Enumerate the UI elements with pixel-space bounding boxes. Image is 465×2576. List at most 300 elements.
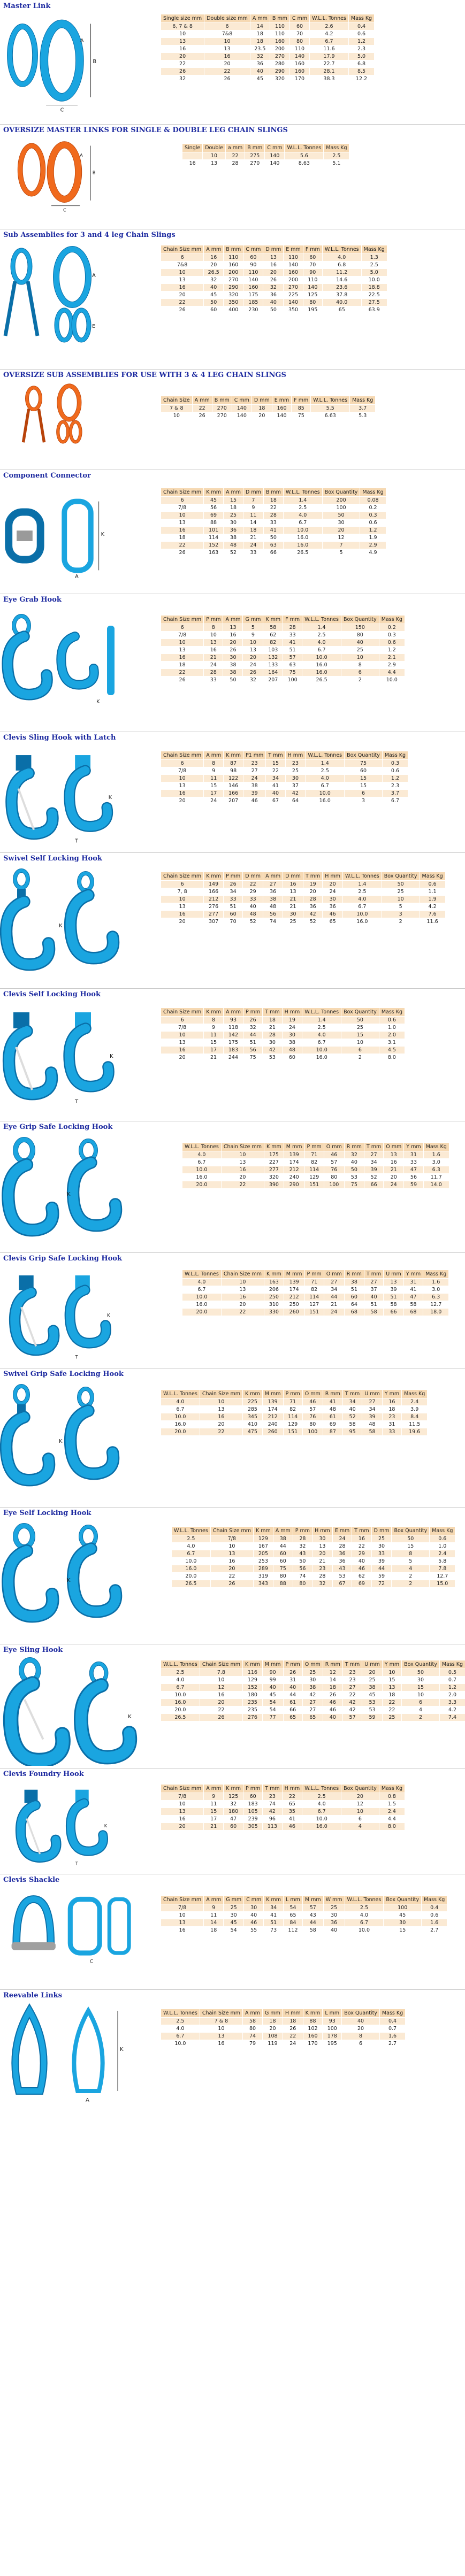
table-cell: 15.0 bbox=[430, 1580, 455, 1588]
table-cell: 82 bbox=[304, 1159, 324, 1166]
table-cell: 24 bbox=[204, 797, 224, 805]
table-cell: 26 bbox=[161, 306, 204, 314]
table-cell: 47 bbox=[224, 1816, 243, 1823]
table-cell: 20 bbox=[323, 881, 343, 888]
table-cell: 3.7 bbox=[382, 790, 408, 797]
table-cell: 40 bbox=[323, 1714, 342, 1721]
table-row bbox=[161, 519, 386, 527]
column-header: Mass Kg bbox=[423, 1270, 449, 1279]
section-title: Component Connector bbox=[3, 472, 91, 480]
table-cell: 32 bbox=[224, 1801, 243, 1808]
spec-table bbox=[161, 14, 375, 83]
table-cell: 71 bbox=[304, 1279, 324, 1286]
table-row bbox=[161, 1398, 428, 1406]
table-cell: 10 bbox=[221, 1151, 264, 1159]
table-cell: 46 bbox=[324, 1151, 344, 1159]
column-header: P mm bbox=[243, 1785, 262, 1793]
table-cell: 14 bbox=[204, 1919, 224, 1927]
table-cell: 6.7 bbox=[172, 1550, 211, 1558]
table-cell: 4.0 bbox=[172, 1543, 211, 1550]
table-header-row bbox=[161, 1896, 447, 1904]
table-cell: 51 bbox=[364, 1301, 383, 1309]
table-cell: 15 bbox=[204, 782, 224, 790]
table-cell: 207 bbox=[263, 676, 283, 684]
section-title: Eye Sling Hook bbox=[3, 1646, 63, 1654]
table-cell: 31 bbox=[382, 1421, 401, 1428]
table-cell: 4.0 bbox=[182, 1279, 222, 1286]
table-cell: 38 bbox=[243, 782, 265, 790]
table-cell: 22 bbox=[263, 504, 283, 512]
table-cell: 2.4 bbox=[379, 1808, 405, 1816]
table-cell: 6.7 bbox=[310, 38, 349, 45]
table-cell: 23 bbox=[342, 1677, 362, 1684]
table-cell: 108 bbox=[263, 2033, 283, 2040]
table-cell: 151 bbox=[304, 1181, 324, 1189]
table-cell: 164 bbox=[263, 669, 283, 676]
table-cell: 63.9 bbox=[361, 306, 387, 314]
table-cell: 24 bbox=[243, 662, 263, 669]
table-cell: 22 bbox=[161, 60, 204, 68]
table-cell: 10.0 bbox=[342, 911, 382, 918]
table-cell: 5 bbox=[322, 549, 360, 557]
table-cell: 27 bbox=[243, 767, 265, 775]
table-row bbox=[161, 1421, 428, 1428]
table-cell: 160 bbox=[270, 38, 289, 45]
section-divider bbox=[0, 1252, 465, 1253]
table-cell: 174 bbox=[284, 1159, 304, 1166]
table-cell: 22 bbox=[200, 1428, 242, 1436]
table-cell: 1.6 bbox=[423, 1151, 449, 1159]
table-cell: 58 bbox=[302, 1927, 323, 1934]
table-cell: 175 bbox=[243, 291, 263, 299]
table-row bbox=[161, 790, 408, 797]
table-cell: 310 bbox=[264, 1301, 284, 1309]
table-cell: 2.5 bbox=[302, 1024, 341, 1032]
table-cell: 0.4 bbox=[379, 2018, 405, 2025]
table-cell: 260 bbox=[262, 1428, 283, 1436]
table-row bbox=[161, 1406, 428, 1413]
table-cell: 10 bbox=[341, 1808, 379, 1816]
table-cell: 102 bbox=[303, 2025, 323, 2033]
table-cell: 13 bbox=[161, 903, 204, 911]
table-cell: 13 bbox=[384, 1151, 404, 1159]
column-header: Mass Kg bbox=[439, 1660, 465, 1669]
column-header: G mm bbox=[243, 616, 263, 624]
table-cell: 20 bbox=[362, 1669, 382, 1677]
column-header: K mm bbox=[243, 1390, 263, 1398]
table-cell: 13 bbox=[204, 45, 250, 53]
table-cell: 22 bbox=[266, 767, 285, 775]
table-cell: 13 bbox=[200, 2033, 242, 2040]
section-title: Master Link bbox=[3, 2, 51, 10]
table-cell: 1.4 bbox=[283, 497, 322, 504]
table-cell: 26 bbox=[192, 412, 212, 420]
table-cell: 475 bbox=[243, 1428, 263, 1436]
table-cell: 320 bbox=[270, 75, 289, 83]
table-cell: 26 bbox=[204, 75, 250, 83]
table-cell: 28 bbox=[303, 896, 322, 903]
table-cell: 72 bbox=[371, 1580, 392, 1588]
table-cell: 22 bbox=[210, 1573, 253, 1580]
product-drawing bbox=[0, 2000, 155, 2112]
column-header: C mm bbox=[244, 1896, 264, 1904]
table-cell: 20 bbox=[200, 1421, 242, 1428]
table-cell: 0.7 bbox=[439, 1677, 465, 1684]
table-cell: 118 bbox=[223, 1024, 243, 1032]
table-cell: 27 bbox=[263, 881, 283, 888]
product-drawing bbox=[0, 1518, 155, 1630]
table-cell: 18.8 bbox=[361, 284, 387, 291]
table-row bbox=[161, 30, 375, 38]
table-cell: 36 bbox=[263, 888, 283, 896]
table-cell: 270 bbox=[284, 284, 303, 291]
table-cell: 63 bbox=[263, 542, 283, 549]
table-row bbox=[161, 662, 405, 669]
table-cell: 100 bbox=[302, 1428, 323, 1436]
table-cell: 26 bbox=[161, 68, 204, 75]
table-cell: 66 bbox=[384, 1309, 403, 1316]
table-cell: 24 bbox=[204, 662, 223, 669]
column-header: Chain Size mm bbox=[210, 1527, 253, 1535]
table-cell: 6.7 bbox=[345, 1919, 384, 1927]
table-cell: 0.6 bbox=[422, 1912, 447, 1919]
table-cell: 80 bbox=[341, 632, 379, 639]
table-cell: 16.0 bbox=[302, 1054, 341, 1062]
table-row bbox=[161, 75, 375, 83]
column-header: D mm bbox=[263, 245, 284, 254]
table-cell: 13 bbox=[200, 1406, 242, 1413]
column-header: M mm bbox=[284, 1270, 304, 1279]
column-header: a mm bbox=[225, 144, 245, 152]
table-cell: 16 bbox=[283, 881, 303, 888]
table-cell: 3 bbox=[345, 797, 383, 805]
table-cell: 26 bbox=[161, 549, 204, 557]
table-cell: 16.0 bbox=[302, 1823, 341, 1831]
table-cell: 10 bbox=[204, 38, 250, 45]
table-cell: 114 bbox=[204, 534, 224, 542]
table-cell: 46 bbox=[282, 1823, 302, 1831]
table-cell: 26 bbox=[210, 1580, 253, 1588]
table-cell: 48 bbox=[243, 911, 263, 918]
table-cell: 3.7 bbox=[350, 405, 376, 412]
table-cell: 65 bbox=[282, 1801, 302, 1808]
table-cell: 180 bbox=[243, 1691, 263, 1699]
connector-drawing-icon bbox=[64, 502, 91, 571]
column-header: Chain Size mm bbox=[221, 1270, 264, 1279]
table-cell: 57 bbox=[302, 1904, 323, 1912]
table-cell: 270 bbox=[212, 405, 232, 412]
table-header-row bbox=[161, 872, 446, 881]
column-header: Double bbox=[203, 144, 226, 152]
table-cell: 70 bbox=[303, 262, 322, 269]
spec-table-wrapper bbox=[161, 396, 376, 420]
table-cell: 285 bbox=[243, 1406, 263, 1413]
column-header: Box Quantity bbox=[342, 2009, 380, 2018]
table-cell: 100 bbox=[324, 1181, 344, 1189]
table-cell: 52 bbox=[223, 549, 243, 557]
table-cell: 39 bbox=[371, 1558, 392, 1565]
section-title: Eye Self Locking Hook bbox=[3, 1509, 92, 1517]
table-cell: 0.08 bbox=[360, 497, 386, 504]
table-cell: 10 bbox=[161, 775, 204, 782]
table-cell: 319 bbox=[254, 1573, 273, 1580]
table-cell: 16 bbox=[161, 1927, 204, 1934]
table-cell: 260 bbox=[284, 1309, 304, 1316]
table-cell: 174 bbox=[262, 1406, 283, 1413]
table-cell: 23 bbox=[243, 760, 265, 767]
table-cell: 140 bbox=[284, 262, 303, 269]
table-cell: 75 bbox=[345, 760, 383, 767]
table-cell: 26 bbox=[283, 2025, 303, 2033]
table-cell: 60 bbox=[345, 767, 383, 775]
table-cell: 52 bbox=[364, 1174, 383, 1181]
table-row bbox=[161, 676, 405, 684]
table-cell: 22 bbox=[225, 152, 245, 160]
product-drawing bbox=[0, 1379, 155, 1491]
table-cell: 23 bbox=[285, 760, 306, 767]
column-header: Box Quantity bbox=[341, 1785, 379, 1793]
table-cell: 25 bbox=[382, 888, 420, 896]
column-header: C mm bbox=[243, 245, 263, 254]
table-cell: 10 bbox=[243, 639, 263, 647]
table-cell: 160 bbox=[224, 262, 243, 269]
table-cell: 32 bbox=[263, 284, 284, 291]
table-cell: 110 bbox=[289, 45, 309, 53]
table-cell: 10 bbox=[341, 1039, 379, 1047]
table-cell: 2.5 bbox=[283, 504, 322, 512]
table-cell: 2.6 bbox=[310, 23, 349, 30]
table-cell: 59 bbox=[362, 1714, 382, 1721]
table-cell: 160 bbox=[284, 269, 303, 276]
table-cell: 2 bbox=[382, 918, 420, 926]
table-cell: 25 bbox=[285, 767, 306, 775]
product-drawing bbox=[0, 863, 155, 975]
section-title: Clevis Shackle bbox=[3, 1876, 60, 1884]
table-cell: 160 bbox=[303, 2033, 323, 2040]
spec-table bbox=[161, 872, 446, 926]
column-header: K mm bbox=[264, 1896, 284, 1904]
column-header: H mm bbox=[283, 2009, 303, 2018]
table-cell: 25 bbox=[223, 512, 243, 519]
table-cell: 0.6 bbox=[348, 30, 374, 38]
table-cell: 7 bbox=[243, 497, 263, 504]
table-row bbox=[182, 1294, 449, 1301]
table-cell: 11 bbox=[204, 1912, 224, 1919]
table-row bbox=[161, 1808, 405, 1816]
column-header: P1 mm bbox=[243, 751, 265, 760]
dimension-label: K bbox=[67, 1578, 71, 1583]
table-cell: 122 bbox=[224, 775, 243, 782]
column-header: P mm bbox=[243, 1008, 262, 1017]
table-cell: 40 bbox=[344, 1159, 364, 1166]
table-cell: 40 bbox=[243, 903, 263, 911]
table-cell: 28.1 bbox=[310, 68, 349, 75]
column-header: O mm bbox=[302, 1660, 323, 1669]
table-cell: 9 bbox=[204, 1024, 224, 1032]
table-cell: 39 bbox=[384, 1286, 403, 1294]
table-cell: 35 bbox=[282, 1808, 302, 1816]
table-cell: 20 bbox=[161, 1054, 204, 1062]
eye-sling-drawing-icon-fill bbox=[81, 1685, 129, 1757]
table-cell: 0.6 bbox=[430, 1535, 455, 1543]
table-cell: 1.3 bbox=[361, 254, 387, 262]
table-cell: 80 bbox=[289, 38, 309, 45]
table-cell: 27 bbox=[324, 1279, 344, 1286]
table-cell: 9 bbox=[204, 767, 224, 775]
table-row bbox=[161, 654, 405, 662]
table-cell: 68 bbox=[344, 1309, 364, 1316]
table-cell: 119 bbox=[263, 2040, 283, 2048]
swivel-hook-drawing-icon-fill bbox=[71, 895, 113, 958]
table-cell: 6 bbox=[345, 790, 383, 797]
section-clevis-foundry-hook bbox=[0, 1768, 465, 1874]
table-cell: 61 bbox=[323, 1413, 342, 1421]
table-cell: 114 bbox=[304, 1166, 324, 1174]
table-cell: 41 bbox=[282, 1816, 302, 1823]
table-cell: 18 bbox=[161, 662, 204, 669]
table-row bbox=[182, 1159, 449, 1166]
table-cell: 70 bbox=[223, 918, 242, 926]
table-cell: 3 bbox=[382, 911, 420, 918]
table-cell: 253 bbox=[254, 1558, 273, 1565]
table-cell: 1.6 bbox=[423, 1279, 449, 1286]
table-cell: 54 bbox=[224, 1927, 244, 1934]
column-header: B mm bbox=[212, 396, 232, 405]
table-cell: 23 bbox=[342, 1669, 362, 1677]
table-row bbox=[161, 639, 405, 647]
table-cell: 47 bbox=[403, 1294, 423, 1301]
column-header: Single size mm bbox=[161, 14, 204, 23]
table-cell: 16 bbox=[161, 1816, 204, 1823]
oversize-link-large-icon-fill bbox=[50, 145, 78, 199]
product-illustration bbox=[0, 1655, 155, 1768]
column-header: W.L.L. Tonnes bbox=[302, 616, 341, 624]
table-cell: 40 bbox=[262, 1684, 283, 1691]
spec-table bbox=[161, 615, 405, 684]
table-cell: 59 bbox=[404, 1181, 423, 1189]
table-cell: 12.2 bbox=[348, 75, 374, 83]
table-cell: 64 bbox=[285, 797, 306, 805]
table-cell: 41 bbox=[264, 1912, 284, 1919]
table-cell: 40 bbox=[266, 790, 285, 797]
table-cell: 2.5 bbox=[361, 262, 387, 269]
table-cell: 166 bbox=[224, 790, 243, 797]
table-cell: 4.4 bbox=[379, 1816, 405, 1823]
table-cell: 225 bbox=[243, 1398, 263, 1406]
table-cell: 32 bbox=[161, 75, 204, 83]
table-cell: 44 bbox=[324, 1294, 344, 1301]
table-cell: 18 bbox=[263, 2018, 283, 2025]
spec-table bbox=[171, 1526, 455, 1588]
table-cell: 4.0 bbox=[161, 2025, 200, 2033]
table-cell: 25 bbox=[371, 1535, 392, 1543]
table-cell: 75 bbox=[344, 1181, 364, 1189]
table-cell: 37.8 bbox=[322, 291, 361, 299]
column-header: Y mm bbox=[382, 1390, 401, 1398]
table-cell: 70 bbox=[289, 30, 309, 38]
section-sub-assemblies bbox=[0, 229, 465, 369]
table-cell: 2.5 bbox=[306, 767, 345, 775]
table-cell: 17.9 bbox=[310, 53, 349, 60]
column-header: B mm bbox=[245, 144, 265, 152]
table-row bbox=[161, 1699, 465, 1706]
table-cell: 19 bbox=[303, 881, 322, 888]
table-row bbox=[161, 767, 408, 775]
section-component-connector bbox=[0, 470, 465, 594]
table-cell: 10 bbox=[210, 1543, 253, 1550]
product-illustration bbox=[0, 1132, 155, 1246]
table-row bbox=[161, 1816, 405, 1823]
table-cell: 20 bbox=[200, 1699, 242, 1706]
table-row bbox=[161, 254, 387, 262]
column-header: W.L.L. Tonnes bbox=[322, 245, 361, 254]
dimension-label: K bbox=[108, 794, 112, 801]
table-cell: 40 bbox=[364, 1294, 383, 1301]
table-cell: 71 bbox=[304, 1151, 324, 1159]
table-cell: 26 bbox=[243, 669, 263, 676]
table-cell: 30 bbox=[302, 1677, 323, 1684]
table-cell: 23 bbox=[382, 1413, 401, 1421]
table-cell: 16.0 bbox=[342, 918, 382, 926]
table-cell: 51 bbox=[243, 1039, 262, 1047]
column-header: F mm bbox=[292, 396, 311, 405]
dimension-label: K bbox=[106, 1313, 110, 1319]
table-cell: 90 bbox=[262, 1669, 283, 1677]
table-cell: 22 bbox=[192, 405, 212, 412]
table-cell: 2.5 bbox=[345, 1904, 384, 1912]
column-header: D mm bbox=[283, 872, 303, 881]
table-row bbox=[161, 1039, 405, 1047]
table-cell: 205 bbox=[254, 1550, 273, 1558]
table-cell: 20 bbox=[251, 412, 272, 420]
table-cell: 37 bbox=[285, 782, 306, 790]
table-cell: 4.0 bbox=[322, 254, 361, 262]
dimension-label: K bbox=[120, 2047, 124, 2052]
dimension-label: B bbox=[92, 170, 96, 175]
table-cell: 1.6 bbox=[422, 1919, 447, 1927]
table-cell: 14 bbox=[243, 519, 263, 527]
table-cell: 200 bbox=[322, 497, 360, 504]
table-cell: 75 bbox=[273, 1565, 293, 1573]
table-cell: 58 bbox=[384, 1301, 403, 1309]
product-drawing bbox=[0, 1779, 155, 1872]
product-drawing bbox=[0, 1263, 155, 1366]
table-cell: 10.0 bbox=[345, 1927, 384, 1934]
table-cell: 24 bbox=[243, 775, 265, 782]
table-cell: 45 bbox=[224, 1919, 244, 1927]
table-cell: 41 bbox=[266, 782, 285, 790]
table-cell: 7, 8 bbox=[161, 888, 204, 896]
column-header: K mm bbox=[204, 872, 224, 881]
table-cell: 100 bbox=[323, 2025, 342, 2033]
column-header: H mm bbox=[282, 1785, 302, 1793]
table-cell: 55 bbox=[244, 1927, 264, 1934]
table-cell: 10 bbox=[204, 632, 223, 639]
table-cell: 15 bbox=[204, 1039, 224, 1047]
table-cell: 16.0 bbox=[161, 1699, 200, 1706]
table-row bbox=[161, 68, 375, 75]
table-cell: 4 bbox=[402, 1706, 440, 1714]
table-cell: 7/8 bbox=[210, 1535, 253, 1543]
table-cell: 34 bbox=[324, 1286, 344, 1294]
table-cell: 0.3 bbox=[360, 512, 386, 519]
table-cell: 160 bbox=[289, 60, 309, 68]
column-header: Y mm bbox=[404, 1143, 423, 1151]
table-cell: 20 bbox=[312, 1550, 333, 1558]
table-cell: 400 bbox=[224, 306, 243, 314]
table-cell: 13 bbox=[382, 1684, 401, 1691]
table-cell: 26.5 bbox=[302, 676, 341, 684]
